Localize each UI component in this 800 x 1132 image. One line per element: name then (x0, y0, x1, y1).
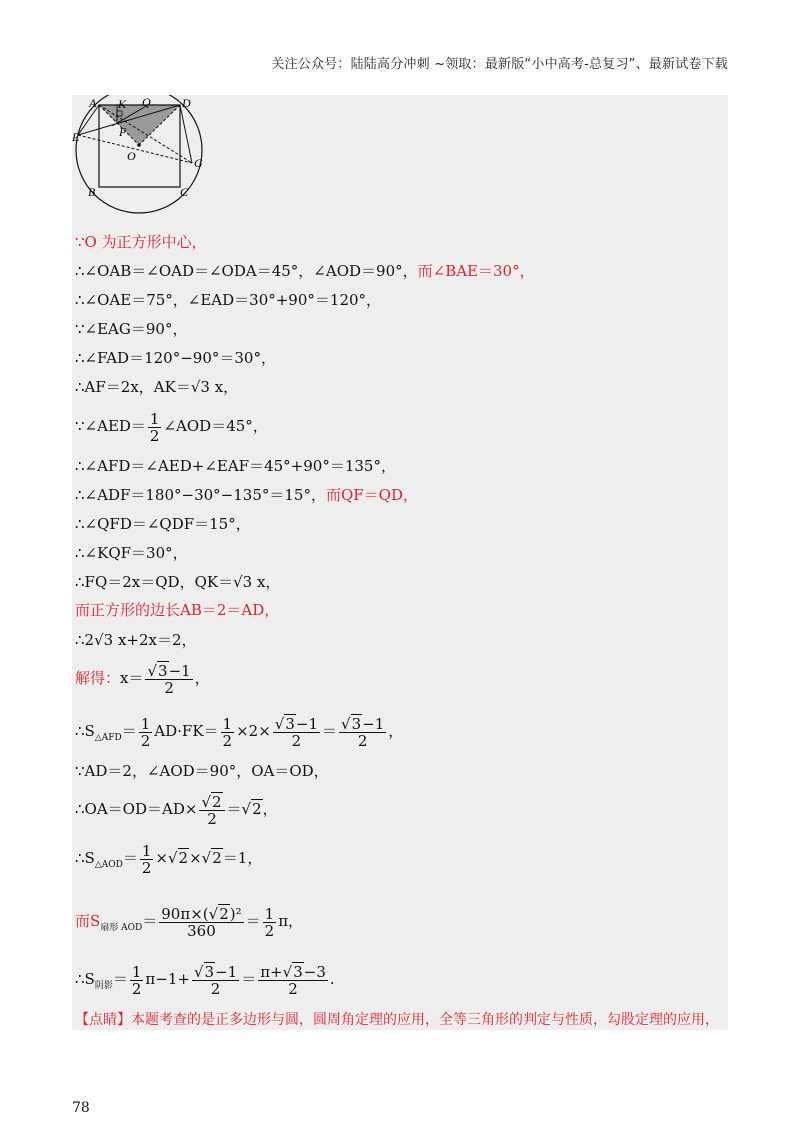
label-a: A (89, 96, 97, 110)
step-1: ∵O 为正方形中心， (75, 233, 207, 251)
step-2: ∴∠OAB＝∠OAD＝∠ODA＝45°，∠AOD＝90°，而∠BAE＝30°， (75, 262, 535, 280)
label-k: K (118, 97, 127, 111)
step-21: $\therefore S_{阴影}=$ $\frac{1}{2}$ π−1+ $\frac{√3-1}{2}$ ＝ $\frac{\pi+√3-3}{2}$ . (75, 962, 335, 998)
step-5: ∴∠FAD＝120°−90°＝30°， (75, 349, 276, 367)
step-15: 解得：x＝ $\frac{√3-1}{2}$ ， (75, 661, 210, 697)
solution-panel (72, 95, 728, 1030)
step-7: ∵∠AED＝ $\frac{1}{2}$ ∠AOD＝45°， (75, 409, 268, 445)
step-14: ∴2√3 x+2x＝2， (75, 631, 197, 649)
step-8: ∴∠AFD＝∠AED+∠EAF＝45°+90°＝135°， (75, 457, 396, 475)
label-e: E (72, 130, 80, 144)
step-10: ∴∠QFD＝∠QDF＝15°， (75, 515, 251, 533)
step-3: ∴∠OAE＝75°，∠EAD＝30°+90°＝120°， (75, 291, 382, 309)
step-16: $\therefore S_{\triangle AFD}=$ $\frac{1}{2}$ AD·FK＝ $\frac{1}{2}$ ×2× $\frac{√3-1}{2}$ ＝ $\frac{√3-1}{2}$ ， (75, 714, 404, 750)
step-9: ∴∠ADF＝180°−30°−135°＝15°，而QF＝QD， (75, 486, 418, 504)
page-number: 78 (72, 1100, 90, 1116)
step-11: ∴∠KQF＝30°， (75, 544, 188, 562)
step-20: 而$S_{扇形 AOD}=$ $\frac{\text{90π×(√2)²}}{360}$ ＝ $\frac{1}{2}$ π， (75, 904, 304, 940)
label-c: C (180, 185, 189, 199)
page-header: 关注公众号：陆陆高分冲刺 ~领取：最新版“小中高考-总复习”、最新试卷下载 (271, 57, 728, 72)
step-12: ∴FQ＝2x＝QD，QK＝√3 x， (75, 573, 281, 591)
step-19: $\therefore S_{\triangle AOD}=$ $\frac{1}{2}$ ×√2×√2＝1， (75, 841, 263, 877)
label-b: B (88, 185, 96, 199)
label-g: G (194, 156, 203, 170)
step-17: ∵AD＝2，∠AOD＝90°，OA＝OD， (75, 762, 329, 780)
step-13: 而正方形的边长AB＝2＝AD， (75, 601, 280, 619)
step-4: ∵∠EAG＝90°， (75, 320, 188, 338)
geometry-figure (72, 95, 212, 215)
label-f: F (119, 125, 127, 139)
step-18: ∴OA＝OD＝AD× $\frac{√2}{2}$ ＝√2， (75, 792, 278, 828)
label-d: D (182, 96, 191, 110)
note: 【点睛】本题考查的是正多边形与圆，圆周角定理的应用，全等三角形的判定与性质，勾股定理的应用， (75, 1012, 719, 1028)
label-q: Q (142, 95, 151, 109)
label-o: O (127, 149, 136, 163)
step-6: ∴AF＝2x，AK＝√3 x， (75, 378, 239, 396)
